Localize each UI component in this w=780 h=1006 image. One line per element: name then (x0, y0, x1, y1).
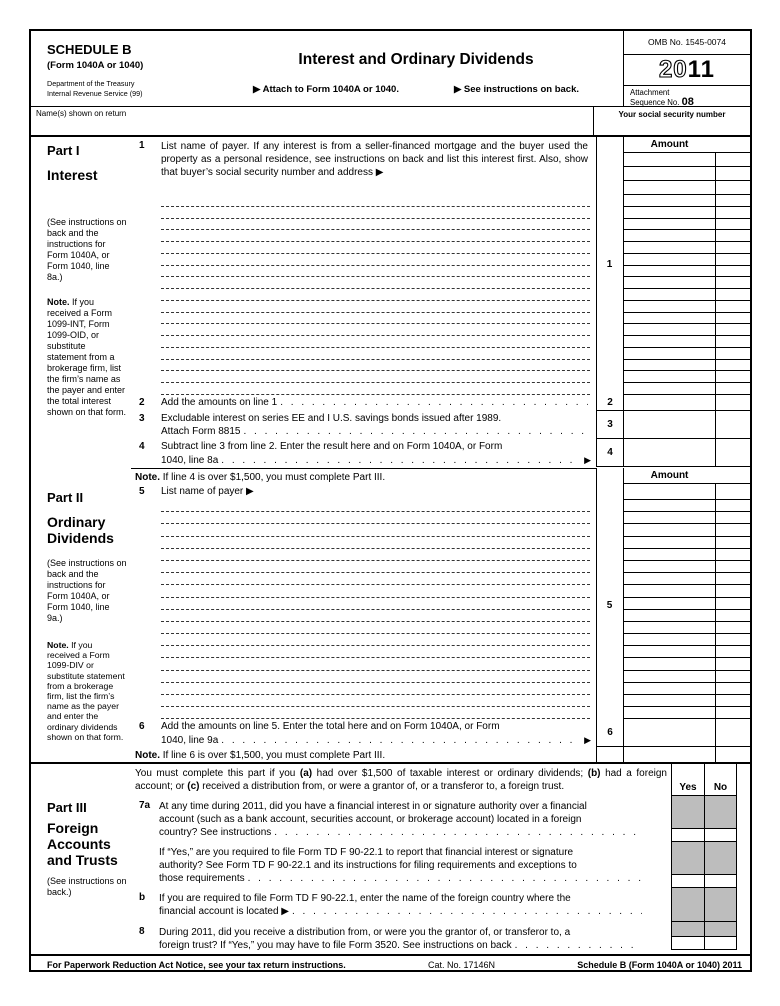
row-number-column (596, 646, 623, 658)
row-number-column (596, 622, 623, 634)
row-number-column (596, 573, 623, 585)
amount-entry-cell[interactable] (623, 313, 750, 325)
row-number-column (596, 512, 623, 524)
note-label: Note. (135, 750, 160, 762)
row-number-column (596, 360, 623, 372)
row-number-column (596, 695, 623, 707)
schedule-b-form-page (29, 29, 752, 972)
row-number-column (596, 195, 623, 207)
amount-entry-cell[interactable] (623, 254, 750, 266)
row-number-column (596, 537, 623, 549)
line6-ref: 6 (596, 719, 623, 747)
row-number-column (596, 383, 623, 395)
amount-column-header: Amount (624, 137, 750, 153)
intro-segment: had over $1,500 of taxable interest or ordinary dividends; (312, 768, 588, 779)
header-right-block (623, 31, 750, 107)
shaded-cell (705, 922, 736, 936)
amount-entry-cell[interactable] (623, 646, 750, 658)
shaded-cell (672, 796, 704, 828)
note-text: If you received a Form 1099-INT, Form 1099-OID, or substitute statement from a brokerage firm, list the firm’s name as the payer and enter the total interest shown on that form. (47, 297, 127, 417)
row-number-column (596, 468, 623, 484)
question-8-number: 8 (139, 926, 145, 937)
line1-instructions: List name of payer. If any interest is from a seller-financed mortgage and the buyer used the property as a personal residence, see instructions on back and list this interest first. Also, show that buyer’s social security number and address ▶ (161, 141, 588, 179)
amount-entry-cell[interactable] (623, 610, 750, 622)
attach-instruction: ▶ Attach to Form 1040A or 1040. (252, 84, 399, 95)
row-number-column (596, 336, 623, 348)
row-number-column (596, 707, 623, 719)
part1-interest-section (31, 137, 750, 468)
part1-sidebar (31, 137, 131, 468)
ssn-input-box[interactable] (593, 107, 750, 135)
amount-entry-cell[interactable] (623, 585, 750, 597)
payer-entry-row (131, 683, 750, 695)
shaded-cell (672, 888, 704, 921)
amount-entry-cell[interactable] (623, 537, 750, 549)
amount-entry-cell[interactable] (623, 371, 750, 383)
row-number-column (596, 324, 623, 336)
row-number-column (596, 500, 623, 512)
line4-amount-box[interactable] (623, 439, 750, 467)
amount-entry-cell[interactable] (623, 561, 750, 573)
row-number-column (596, 561, 623, 573)
q8-no-cell (704, 922, 737, 950)
line6-amount-box[interactable] (623, 719, 750, 747)
amount-entry-cell[interactable] (623, 336, 750, 348)
amount-entry-cell[interactable] (623, 634, 750, 646)
tax-year-prefix: 20 (658, 55, 688, 83)
question-7a-text: At any time during 2011, did you have a financial interest in or signature authority over a financial account (such as a bank account, securities account, or brokerage account) located in a foreign country? See instructions . . . (159, 796, 645, 839)
ssn-label: Your social security number (618, 110, 726, 119)
row-number-column (596, 371, 623, 383)
row-number-column (596, 137, 623, 195)
part2-note (131, 747, 596, 761)
dot-leader (243, 426, 588, 439)
note-label: Note. (135, 472, 160, 483)
payer-entry-row (131, 348, 750, 360)
amount-entry-cell[interactable] (623, 573, 750, 585)
note-text: If line 6 is over $1,500, you must complete Part III. (162, 750, 386, 762)
line4-text-1: Subtract line 3 from line 2. Enter the result here and on Form 1040A, or Form (161, 440, 503, 452)
payer-entry-row (131, 313, 750, 325)
dot-leader (280, 397, 588, 410)
question-7a-row (131, 796, 750, 842)
intro-segment: received a distribution from, or were a grantor of, or a transferor to, a foreign trust. (199, 781, 565, 792)
line3-text-2: Attach Form 8815 (161, 425, 241, 437)
form-number: (Form 1040A or 1040) (47, 60, 144, 71)
row-number-column (596, 658, 623, 670)
payer-entry-row (131, 671, 750, 683)
payer-entry-row (131, 695, 750, 707)
yes-column-header: Yes (671, 764, 704, 796)
note-label: Note. (47, 297, 70, 307)
amount-entry-cell[interactable] (623, 707, 750, 719)
dot-leader (515, 939, 642, 950)
line4-number: 4 (139, 440, 145, 452)
line3-ref: 3 (596, 411, 623, 439)
form-id-footer: Schedule B (Form 1040A or 1040) 2011 (577, 960, 742, 970)
attach-instructions-row (209, 84, 623, 95)
tax-year-suffix: 11 (687, 55, 716, 83)
line1-intro-row (131, 137, 750, 195)
question-7a2-text: If “Yes,” are you required to file Form TD F 90-22.1 to report that financial interest or signature authority? See Form TD F 90-22.1 and its instructions for filing requirements and exceptions to those requirements . . . (159, 842, 645, 885)
line2-number: 2 (139, 396, 145, 408)
row-number-column (596, 277, 623, 289)
note-text: If line 4 is over $1,500, you must complete Part III. (162, 472, 386, 483)
amount-entry-cell[interactable] (623, 683, 750, 695)
q7a-no-cell (704, 796, 737, 842)
shaded-cell (705, 842, 736, 874)
intro-segment: had a foreign account; or (135, 768, 667, 792)
shaded-cell (705, 796, 736, 828)
foreign-country-entry-line[interactable] (292, 905, 642, 918)
amount-column-tail (623, 747, 750, 763)
row-number-column (596, 747, 623, 763)
line5-row (131, 484, 750, 500)
payer-entry-row (131, 301, 750, 313)
row-number-column (596, 671, 623, 683)
question-7a-number: 7a (139, 800, 151, 811)
line3-text-1: Excludable interest on series EE and I U.S. savings bonds issued after 1989. (161, 412, 502, 424)
amount-entry-cell[interactable] (623, 524, 750, 536)
row-number-column (596, 484, 623, 500)
payer-entry-row (131, 195, 750, 207)
amount-entry-cell[interactable] (623, 266, 750, 278)
payer-entry-row (131, 242, 750, 254)
part3-sidebar-instructions: (See instructions on back.) (47, 876, 127, 897)
amount-entry-cell[interactable] (623, 242, 750, 254)
note-text: If you received a Form 1099-DIV or substitute statement from a brokerage firm, list the firm’s name as the payer and enter the ordinary dividends shown on that form. (47, 640, 125, 742)
amount-entry-cell[interactable] (624, 167, 750, 181)
row-number-column (596, 348, 623, 360)
see-instructions-note: ▶ See instructions on back. (453, 84, 579, 95)
line6-text-1: Add the amounts on line 5. Enter the total here and on Form 1040A, or Form (161, 721, 500, 733)
sequence-label: Sequence No. (630, 97, 680, 107)
part1-note-row (31, 468, 750, 484)
row-number-column (596, 242, 623, 254)
form-header (31, 31, 750, 107)
department-line1: Department of the Treasury (47, 79, 135, 88)
payer-entry-row (131, 219, 750, 231)
amount-entry-cell[interactable] (623, 207, 750, 219)
payer-entry-row (131, 622, 750, 634)
row-number-column (596, 301, 623, 313)
header-left-block (47, 42, 207, 98)
amount-entry-cell[interactable] (623, 360, 750, 372)
payer-entry-row (131, 598, 750, 610)
amount-entry-cell[interactable] (623, 549, 750, 561)
row-number-column (596, 585, 623, 597)
payer-entry-row (131, 360, 750, 372)
line2-amount-box[interactable] (623, 395, 750, 411)
line3-amount-box[interactable] (623, 411, 750, 439)
name-label: Name(s) shown on return (36, 109, 127, 118)
payer-entry-row (131, 610, 750, 622)
q7a2-no-answer-box[interactable] (705, 874, 736, 887)
amount-entry-cell[interactable] (624, 153, 750, 167)
amount-column (623, 468, 750, 484)
dot-leader (221, 735, 579, 748)
row-number-column (596, 230, 623, 242)
line1-row-number: 1 (606, 259, 613, 270)
line4-text-2: 1040, line 8a (161, 454, 219, 466)
part1-payer-rows (131, 195, 750, 395)
part2-dividends-section (31, 484, 750, 764)
payer-entry-row (131, 585, 750, 597)
amount-entry-cell[interactable] (623, 324, 750, 336)
header-center-block (209, 51, 623, 95)
amount-entry-cell[interactable] (623, 301, 750, 313)
dot-leader (248, 872, 642, 885)
payer-entry-row (131, 524, 750, 536)
payer-entry-row (131, 573, 750, 585)
amount-entry-cell[interactable] (623, 383, 750, 395)
intro-segment: You must complete this part if you (135, 768, 300, 779)
schedule-name: SCHEDULE B (47, 42, 132, 57)
arrow-icon: ▶ (584, 454, 591, 465)
shaded-cell (672, 842, 704, 874)
line3-row (131, 411, 750, 439)
q7a2-no-cell (704, 842, 737, 888)
q7a2-yes-cell (671, 842, 704, 888)
form-footer (31, 954, 750, 970)
q8-yes-answer-box[interactable] (672, 936, 704, 949)
tax-year (624, 55, 750, 86)
part1-label: Part I (47, 143, 80, 158)
amount-entry-cell[interactable] (623, 348, 750, 360)
question-7b-text: If you are required to file Form TD F 90-22.1, enter the name of the foreign country where the financial account is located ▶ . . . (159, 888, 645, 918)
part3-intro-row (131, 764, 750, 796)
omb-number: OMB No. 1545-0074 (624, 31, 750, 55)
row-number-column (596, 610, 623, 622)
dot-leader (221, 455, 579, 468)
amount-entry-cell[interactable] (623, 598, 750, 610)
amount-entry-cell[interactable] (623, 512, 750, 524)
part2-note-row (131, 747, 750, 763)
row-number-column (596, 207, 623, 219)
shaded-cell (672, 922, 704, 936)
amount-entry-cell[interactable] (623, 695, 750, 707)
no-column-header: No (704, 764, 737, 796)
line2-row (131, 395, 750, 411)
attachment-sequence-block (624, 86, 750, 107)
intro-segment-a: (a) (299, 768, 313, 779)
row-number-column (596, 549, 623, 561)
row-number-column (596, 219, 623, 231)
taxpayer-row (31, 107, 750, 137)
line6-text-2: 1040, line 9a (161, 735, 219, 747)
amount-entry-cell[interactable] (623, 289, 750, 301)
part3-intro-text (131, 764, 671, 796)
payer-entry-row (131, 500, 750, 512)
payer-entry-row (131, 512, 750, 524)
q7a-yes-answer-box[interactable] (672, 828, 704, 841)
row-number-column (596, 634, 623, 646)
line4-row (131, 439, 750, 467)
q7b-yes-cell (671, 888, 704, 922)
amount-entry-cell[interactable] (623, 195, 750, 207)
line5-row-number: 5 (606, 600, 613, 611)
q7a-no-answer-box[interactable] (705, 828, 736, 841)
name-input-area[interactable] (31, 118, 591, 136)
q7a2-yes-answer-box[interactable] (672, 874, 704, 887)
amount-entry-cell[interactable] (623, 277, 750, 289)
line3-number: 3 (139, 412, 145, 424)
payer-entry-row (131, 383, 750, 395)
payer-entry-row (131, 324, 750, 336)
payer-entry-row (131, 289, 750, 301)
note-label: Note. (47, 640, 69, 650)
line4-ref: 4 (596, 439, 623, 467)
row-number-column (596, 524, 623, 536)
question-7a2-row (131, 842, 750, 888)
question-7b-number: b (139, 892, 146, 903)
amount-entry-cell[interactable] (623, 622, 750, 634)
row-number-column (596, 313, 623, 325)
payer-entry-row (131, 277, 750, 289)
q7b-no-cell (704, 888, 737, 922)
payer-entry-row (131, 336, 750, 348)
department-line2: Internal Revenue Service (99) (47, 88, 143, 98)
part2-label: Part II (47, 490, 84, 505)
part3-foreign-accounts-section (31, 764, 750, 950)
part2-title: Ordinary Dividends (47, 514, 114, 546)
amount-entry-cell[interactable] (623, 658, 750, 670)
amount-entry-cell[interactable] (623, 671, 750, 683)
payer-entry-row (131, 561, 750, 573)
sequence-value: 08 (681, 95, 694, 108)
line5-text: List name of payer ▶ (161, 486, 254, 497)
line6-row (131, 719, 750, 747)
part2-sidebar (31, 484, 131, 762)
dot-leader (274, 826, 642, 839)
q8-no-answer-box[interactable] (705, 936, 736, 949)
line5-number: 5 (139, 486, 145, 497)
part3-label: Part III (47, 800, 87, 815)
attachment-label: Attachment (630, 88, 670, 97)
part1-title: Interest (47, 167, 98, 183)
question-8-row (131, 922, 750, 950)
q7a-yes-cell (671, 796, 704, 842)
intro-segment-b: (b) (587, 768, 601, 779)
line1-number: 1 (139, 140, 145, 151)
sequence-number (630, 95, 750, 108)
part2-sidebar-instructions: (See instructions on back and the instructions for Form 1040A, or Form 1040, line 9a.) (47, 558, 127, 623)
line2-text: Add the amounts on line 1 (161, 396, 278, 408)
q8-yes-cell (671, 922, 704, 950)
line2-ref: 2 (596, 395, 623, 411)
payer-entry-row (131, 254, 750, 266)
line6-number: 6 (139, 721, 145, 733)
amount-entry-cell[interactable] (624, 181, 750, 195)
part1-sidebar-note (47, 297, 127, 418)
payer-entry-row (131, 634, 750, 646)
part2-sidebar-note (47, 640, 127, 742)
payer-entry-row (131, 230, 750, 242)
payer-entry-row (131, 658, 750, 670)
amount-column (623, 137, 750, 195)
amount-entry-cell[interactable] (623, 484, 750, 500)
amount-entry-cell[interactable] (623, 219, 750, 231)
row-number-column (596, 289, 623, 301)
part3-sidebar (31, 764, 131, 950)
paperwork-notice: For Paperwork Reduction Act Notice, see your tax return instructions. (47, 960, 346, 970)
payer-entry-row (131, 371, 750, 383)
payer-entry-row (131, 549, 750, 561)
question-7b-row (131, 888, 750, 922)
form-title: Interest and Ordinary Dividends (298, 51, 534, 68)
part2-payer-rows (131, 500, 750, 719)
amount-entry-cell[interactable] (623, 500, 750, 512)
question-8-text: During 2011, did you receive a distribution from, or were you the grantor of, or transferor to, a foreign trust? If “Yes,” you may have to file Form 3520. See instructions on back . . . (159, 922, 645, 950)
part3-title: Foreign Accounts and Trusts (47, 820, 118, 868)
shaded-cell (705, 888, 736, 921)
row-number-column (596, 683, 623, 695)
payer-entry-row (131, 707, 750, 719)
payer-entry-row (131, 537, 750, 549)
amount-entry-cell[interactable] (623, 230, 750, 242)
payer-entry-row (131, 266, 750, 278)
amount-column-header: Amount (624, 468, 750, 484)
part1-note (131, 468, 596, 484)
catalog-number: Cat. No. 17146N (427, 960, 496, 970)
part1-sidebar-instructions: (See instructions on back and the instructions for Form 1040A, or Form 1040, line 8a.) (47, 217, 127, 282)
payer-entry-row (131, 646, 750, 658)
arrow-icon: ▶ (584, 735, 591, 746)
payer-entry-row (131, 207, 750, 219)
intro-segment-c: (c) (187, 781, 200, 792)
